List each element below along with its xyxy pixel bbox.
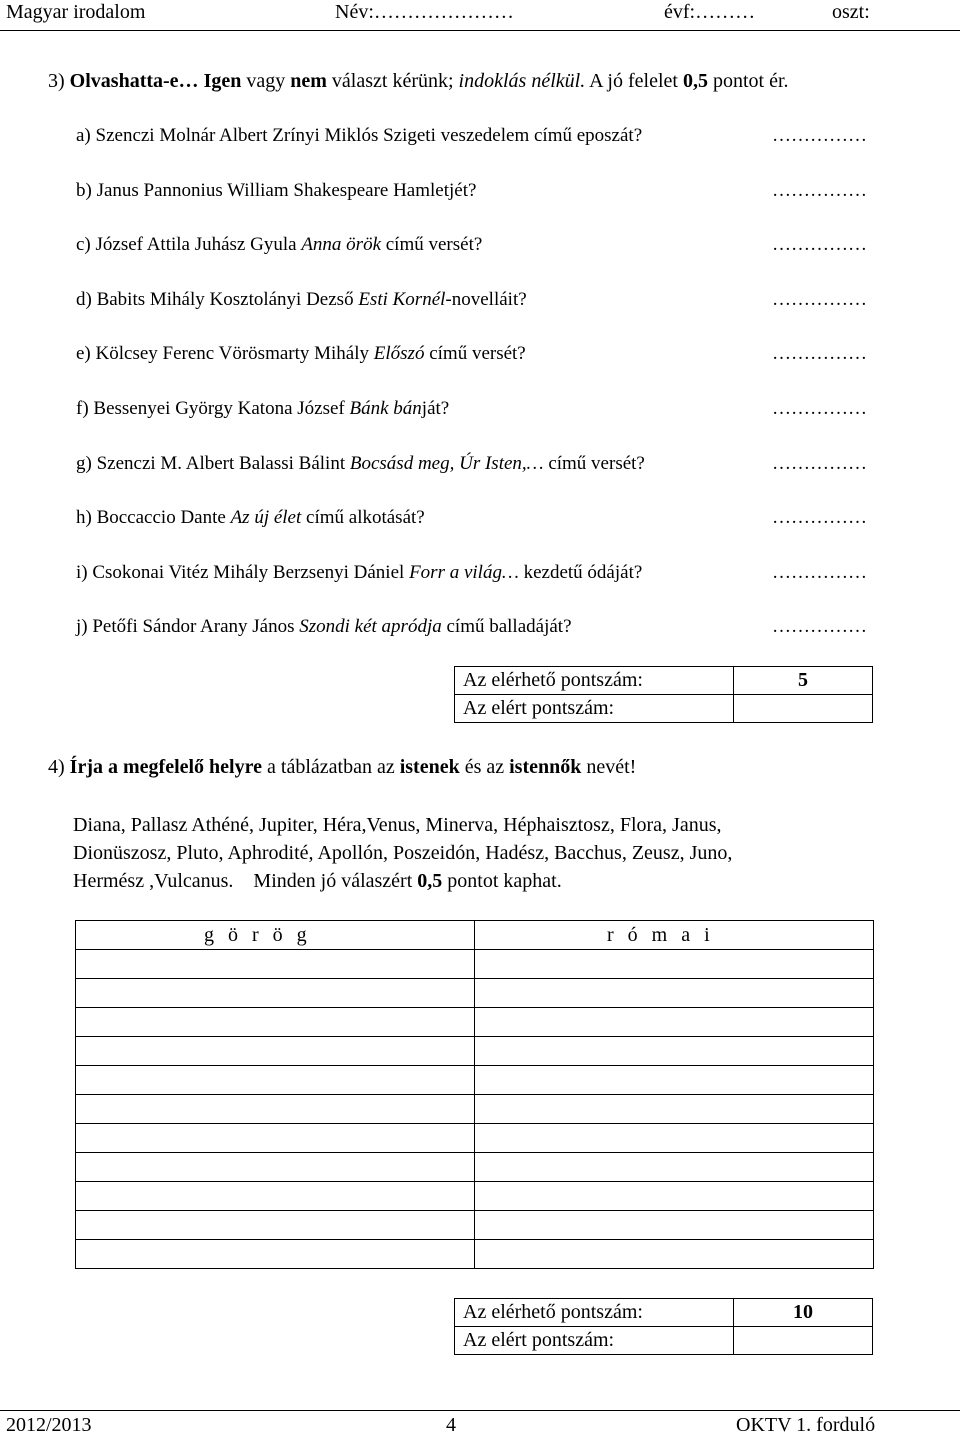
roman-cell[interactable] bbox=[475, 1182, 874, 1211]
roman-cell[interactable] bbox=[475, 1095, 874, 1124]
school-year: 2012/2013 bbox=[6, 1414, 92, 1436]
q3-item: g) Szenczi M. Albert Balassi Bálint Bocsásd meg, Úr Isten,… című versét? bbox=[76, 453, 645, 474]
q3-item: i) Csokonai Vitéz Mihály Berzsenyi Dániel Forr a világ… kezdetű ódáját? bbox=[76, 562, 643, 583]
q3-item: h) Boccaccio Dante Az új élet című alkotását? bbox=[76, 507, 425, 528]
table-row bbox=[76, 979, 874, 1008]
answer-blank[interactable]: …………… bbox=[772, 507, 867, 528]
greek-cell[interactable] bbox=[76, 1124, 475, 1153]
greek-cell[interactable] bbox=[76, 1153, 475, 1182]
table-row bbox=[76, 1182, 874, 1211]
table-row bbox=[76, 1095, 874, 1124]
available-points-label: Az elérhető pontszám: bbox=[455, 1299, 734, 1327]
table-row bbox=[76, 950, 874, 979]
table-row bbox=[76, 1008, 874, 1037]
roman-cell[interactable] bbox=[475, 1124, 874, 1153]
earned-points-label: Az elért pontszám: bbox=[455, 1327, 734, 1355]
q3-item: d) Babits Mihály Kosztolányi Dezső Esti Kornél-novelláit? bbox=[76, 289, 527, 310]
greek-cell[interactable] bbox=[76, 979, 475, 1008]
q3-item: f) Bessenyei György Katona József Bánk bánját? bbox=[76, 398, 450, 419]
available-points-value: 5 bbox=[734, 667, 873, 695]
table-row bbox=[76, 1037, 874, 1066]
answer-blank[interactable]: …………… bbox=[772, 125, 867, 146]
q3-instructions: 3) Olvashatta-e… Igen vagy nem választ kérünk; indoklás nélkül. A jó felelet 0,5 pontot ér. bbox=[48, 70, 789, 92]
roman-cell[interactable] bbox=[475, 1153, 874, 1182]
class-field: oszt: bbox=[832, 1, 870, 23]
roman-cell[interactable] bbox=[475, 1037, 874, 1066]
greek-cell[interactable] bbox=[76, 1182, 475, 1211]
roman-cell[interactable] bbox=[475, 1066, 874, 1095]
answer-blank[interactable]: …………… bbox=[772, 289, 867, 310]
q3-item: b) Janus Pannonius William Shakespeare Hamletjét? bbox=[76, 180, 477, 201]
subject-label: Magyar irodalom bbox=[6, 1, 146, 23]
roman-cell[interactable] bbox=[475, 950, 874, 979]
greek-cell[interactable] bbox=[76, 1037, 475, 1066]
table-row bbox=[76, 1153, 874, 1182]
greek-cell[interactable] bbox=[76, 1211, 475, 1240]
roman-cell[interactable] bbox=[475, 1008, 874, 1037]
col-greek-header: görög bbox=[76, 921, 475, 950]
gods-table bbox=[75, 920, 874, 1269]
table-row bbox=[76, 1211, 874, 1240]
answer-blank[interactable]: …………… bbox=[772, 562, 867, 583]
greek-cell[interactable] bbox=[76, 1008, 475, 1037]
roman-cell[interactable] bbox=[475, 1240, 874, 1269]
q4-score-table bbox=[454, 1298, 873, 1355]
earned-points-label: Az elért pontszám: bbox=[455, 695, 734, 723]
greek-cell[interactable] bbox=[76, 1240, 475, 1269]
available-points-label: Az elérhető pontszám: bbox=[455, 667, 734, 695]
table-row bbox=[76, 1066, 874, 1095]
answer-blank[interactable]: …………… bbox=[772, 234, 867, 255]
col-roman-header: római bbox=[475, 921, 874, 950]
name-field: Név:………………… bbox=[335, 1, 514, 23]
table-row bbox=[76, 1124, 874, 1153]
roman-cell[interactable] bbox=[475, 979, 874, 1008]
q3-item: a) Szenczi Molnár Albert Zrínyi Miklós Szigeti veszedelem című eposzát? bbox=[76, 125, 643, 146]
grade-field: évf:……… bbox=[664, 1, 756, 23]
answer-blank[interactable]: …………… bbox=[772, 180, 867, 201]
available-points-value: 10 bbox=[734, 1299, 873, 1327]
answer-blank[interactable]: …………… bbox=[772, 453, 867, 474]
competition-round: OKTV 1. forduló bbox=[736, 1414, 876, 1436]
answer-blank[interactable]: …………… bbox=[772, 343, 867, 364]
q3-score-table bbox=[454, 666, 873, 723]
greek-cell[interactable] bbox=[76, 1095, 475, 1124]
god-names-list: Diana, Pallasz Athéné, Jupiter, Héra,Venus, Minerva, Héphaisztosz, Flora, Janus, Dionüszosz, Pluto, Aphrodité, Apollón, Poszeidón, Hadész, Bacchus, Zeusz, Juno, Hermész ,Vulcanus. Minden jó válaszért 0,5 pontot kaphat. bbox=[73, 814, 733, 892]
q3-item: e) Kölcsey Ferenc Vörösmarty Mihály Előszó című versét? bbox=[76, 343, 526, 364]
greek-cell[interactable] bbox=[76, 1066, 475, 1095]
answer-blank[interactable]: …………… bbox=[772, 616, 867, 637]
q4-instructions: 4) Írja a megfelelő helyre a táblázatban az istenek és az istennők nevét! bbox=[48, 756, 637, 778]
greek-cell[interactable] bbox=[76, 950, 475, 979]
q3-item: c) József Attila Juhász Gyula Anna örök című versét? bbox=[76, 234, 483, 255]
table-row bbox=[76, 1240, 874, 1269]
roman-cell[interactable] bbox=[475, 1211, 874, 1240]
footer-rule bbox=[0, 1410, 960, 1411]
header-rule bbox=[0, 30, 960, 31]
q3-item: j) Petőfi Sándor Arany János Szondi két apródja című balladáját? bbox=[76, 616, 572, 637]
earned-points-field[interactable] bbox=[734, 695, 873, 723]
page-number: 4 bbox=[446, 1414, 456, 1436]
answer-blank[interactable]: …………… bbox=[772, 398, 867, 419]
earned-points-field[interactable] bbox=[734, 1327, 873, 1355]
